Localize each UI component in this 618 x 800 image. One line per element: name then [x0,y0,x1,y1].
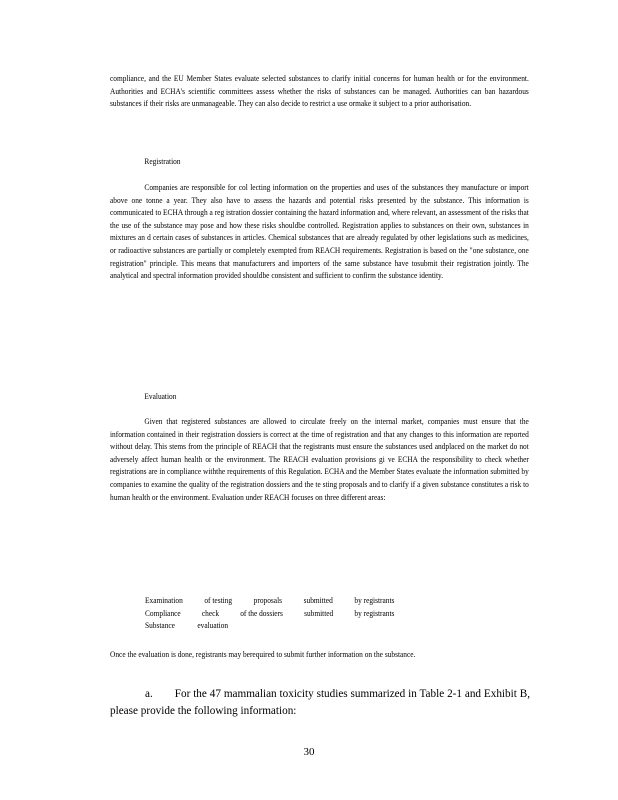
intro-paragraph-block [110,72,529,110]
evaluation-areas-list [145,594,394,632]
question-paragraph [110,686,530,720]
closing-paragraph: Once the evaluation is done, registrants may berequired to submit further information on the substance. [110,649,416,659]
evaluation-paragraph: Given that registered substances are allowed to circulate freely on the internal market, companies must ensure that the information contained in their registration dossiers is correct at the time of registration and that any changes to this information are reported without delay. This stems from the principle of REACH that the registrants must ensure the substances used andplaced on the market do not adversely affect human health or the environment. The REACH evaluation provisions gi ve ECHA the responsibility to check whether registrations are in compliance withthe requirements of this Regulation. ECHA and the Member States evaluate the information submitted by companies to examine the quality of the registration dossiers and the te sting proposals and to clarify if a given substance constitutes a risk to human health or the environment. Evaluation under REACH focuses on three different areas: [110,416,529,502]
registration-heading: Registration [144,156,181,166]
registration-section [110,155,529,168]
closing-paragraph-block [110,648,529,661]
question-label: a. [145,688,153,700]
evaluation-heading: Evaluation [144,391,177,401]
question-text: For the 47 mammalian toxicity studies summarized in Table 2-1 and Exhibit B, please provide the following information: [110,688,530,717]
question-block [110,686,530,720]
list-item: Substance evaluation [145,620,229,631]
intro-paragraph: compliance, and the EU Member States evaluate selected substances to clarify initial concerns for human health or for the environment. Authorities and ECHA's scientific committees assess whether the risks of substances can be managed. Authorities can ban hazardous substances if their risks are unmanageable. They can also decide to restrict a use ormake it subject to a prior authorisation. [110,73,529,109]
registration-paragraph: Companies are responsible for col lecting information on the properties and uses of the substances they manufacture or import above one tonne a year. They also have to assess the hazards and potential risks presented by the substance. This information is communicated to ECHA through a reg istration dossier containing the hazard information and, where relevant, an assessment of the risks that the use of the substance may pose and how these risks shouldbe controlled. Registration applies to substances on their own, substances in mixtures an d certain cases of substances in articles. Chemical substances that are already regulated by other legislations such as medicines, or radioactive substances are partially or completely exempted from REACH requirements. Registration is based on the "one substance, one registration" principle. This means that manufacturers and importers of the same substance have tosubmit their registration jointly. The analytical and spectral information provided shouldbe consistent and sufficient to confirm the substance identity. [110,182,529,281]
page-number: 30 [303,746,315,758]
evaluation-section [110,390,529,403]
registration-body [110,181,529,282]
evaluation-body [110,415,529,503]
list-item: Compliance check of the dossiers submitted by registrants [145,607,395,618]
list-item: Examination of testing proposals submitted by registrants [145,595,395,605]
